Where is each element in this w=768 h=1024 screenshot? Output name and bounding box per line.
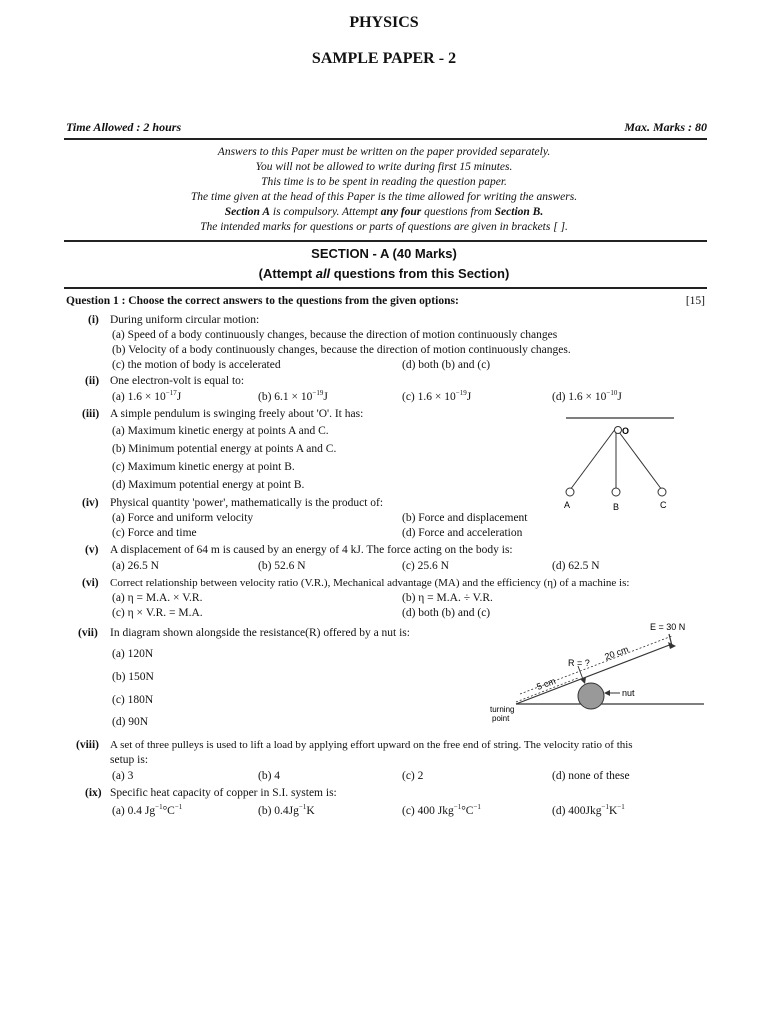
question-heading: Question 1 : Choose the correct answers to the questions from the given options: <box>66 295 459 307</box>
mid-rule <box>64 240 707 242</box>
option-d: (d) none of these <box>552 770 630 782</box>
label-a: A <box>564 500 571 510</box>
section-rule <box>64 287 707 289</box>
turning-point-label: point <box>492 714 510 723</box>
question-number: (ix) <box>85 787 102 799</box>
instruction-line: Section A is compulsory. Attempt any four questions from Section B. <box>224 206 544 218</box>
option-c: (c) 180N <box>112 694 154 706</box>
question-text-cont: setup is: <box>110 754 149 766</box>
instruction-line: You will not be allowed to write during first 15 minutes. <box>255 161 513 173</box>
option-c: (c) 400 $Jkg^{-1}^\circ C^{-1}$ <box>402 803 481 817</box>
option-b: (b) Minimum potential energy at points A and C. <box>112 443 337 455</box>
question-number: (viii) <box>76 739 99 751</box>
distance-20cm-label: 20 cm <box>603 644 630 662</box>
instruction-line: This time is to be spent in reading the question paper. <box>261 176 507 188</box>
section-title: SECTION - A (40 Marks) <box>311 246 457 261</box>
option-d: (d) 62.5 N <box>552 560 600 572</box>
option-c: (c) 2 <box>402 770 424 782</box>
paper-title: SAMPLE PAPER - 2 <box>311 50 457 67</box>
option-b: (b) Force and displacement <box>402 512 528 524</box>
label-o: O <box>622 426 630 436</box>
option-c: (c) η × V.R. = M.A. <box>112 607 203 619</box>
option-a: (a) η = M.A. × V.R. <box>112 592 203 604</box>
question-number: (v) <box>85 544 99 556</box>
option-b: (b) Velocity of a body continuously changes, because the direction of motion continuously changes. <box>112 344 571 356</box>
section-subtitle: (Attempt all questions from this Section) <box>258 266 510 281</box>
option-c: (c) the motion of body is accelerated <box>112 359 281 371</box>
top-rule <box>64 138 707 140</box>
resistance-arrowhead <box>580 677 586 684</box>
distance-5cm-label: 5 cm <box>535 675 558 692</box>
option-a: (a) 0.4 $Jg^{-1}^\circ C^{-1}$ <box>112 803 183 817</box>
nut-circle <box>578 683 604 709</box>
option-d: (d) Force and acceleration <box>402 527 523 539</box>
option-d: (d) $1.6 \times 10^{-10}J$ <box>552 389 622 403</box>
question-number: (vi) <box>82 577 99 589</box>
option-b: (b) 150N <box>112 671 154 683</box>
effort-label: E = 30 N <box>650 622 686 632</box>
option-a: (a) Maximum kinetic energy at points A and C. <box>112 425 329 437</box>
instruction-line: The intended marks for questions or parts of questions are given in brackets [ ]. <box>200 221 568 233</box>
option-b: (b) η = M.A. ÷ V.R. <box>402 592 493 604</box>
question-marks: [15] <box>685 295 705 307</box>
max-marks: Max. Marks : 80 <box>624 120 707 134</box>
option-d: (d) both (b) and (c) <box>402 359 491 371</box>
option-d: (d) both (b) and (c) <box>402 607 491 619</box>
label-c: C <box>660 500 667 510</box>
option-d: (d) Maximum potential energy at point B. <box>112 479 305 491</box>
resistance-label: R = ? <box>568 658 590 668</box>
question-number: (vii) <box>78 627 98 639</box>
option-d: (d) $400Jkg^{-1}K^{-1}$ <box>552 803 625 817</box>
option-a: (a) 3 <box>112 770 134 782</box>
option-c: (c) Maximum kinetic energy at point B. <box>112 461 295 473</box>
question-text: Correct relationship between velocity ratio (V.R.), Mechanical advantage (MA) and the efficiency (η) of a machine is: <box>110 577 630 589</box>
option-c: (c) $1.6 \times 10^{-19}J$ <box>402 389 472 403</box>
nutcracker-diagram <box>486 616 708 728</box>
label-b: B <box>613 502 620 512</box>
pivot-point <box>615 427 622 434</box>
option-a: (a) Force and uniform velocity <box>112 512 254 524</box>
question-number: (iv) <box>82 497 99 509</box>
question-text: Physical quantity 'power', mathematically is the product of: <box>110 497 384 509</box>
bob-c <box>658 488 666 496</box>
string-a <box>570 428 616 490</box>
bob-a <box>566 488 574 496</box>
turning-point-label: turning <box>490 705 515 714</box>
question-text: A set of three pulleys is used to lift a load by applying effort upward on the free end of string. The velocity ratio of this <box>110 739 633 751</box>
nut-pointer-head <box>604 690 610 696</box>
option-c: (c) Force and time <box>112 527 197 539</box>
effort-arrowhead <box>668 642 676 649</box>
subject-title: PHYSICS <box>349 14 419 31</box>
option-b: (b) $0.4Jg^{-1}K$ <box>258 803 315 817</box>
question-text: Specific heat capacity of copper in S.I. system is: <box>110 787 337 799</box>
question-text: During uniform circular motion: <box>110 314 260 326</box>
option-a: (a) Speed of a body continuously changes, because the direction of motion continuously changes <box>112 329 558 341</box>
option-a: (a) 26.5 N <box>112 560 159 572</box>
option-a: (a) $1.6 \times 10^{-17}J$ <box>112 389 182 403</box>
pendulum-diagram <box>560 412 680 512</box>
question-text: A displacement of 64 m is caused by an energy of 4 kJ. The force acting on the body is: <box>110 544 513 556</box>
option-b: (b) 52.6 N <box>258 560 306 572</box>
bob-b <box>612 488 620 496</box>
question-text: One electron-volt is equal to: <box>110 375 245 387</box>
instruction-line: Answers to this Paper must be written on the paper provided separately. <box>217 146 551 158</box>
string-c <box>616 428 662 490</box>
question-number: (iii) <box>82 408 100 420</box>
option-a: (a) 120N <box>112 648 154 660</box>
instruction-line: The time given at the head of this Paper is the time allowed for writing the answers. <box>190 191 578 203</box>
nut-label: nut <box>622 688 635 698</box>
option-c: (c) 25.6 N <box>402 560 449 572</box>
question-text: In diagram shown alongside the resistance(R) offered by a nut is: <box>110 627 410 639</box>
question-number: (ii) <box>85 375 100 387</box>
question-number: (i) <box>88 314 99 326</box>
option-b: (b) 4 <box>258 770 281 782</box>
option-b: (b) $6.1 \times 10^{-19}J$ <box>258 389 328 403</box>
question-text: A simple pendulum is swinging freely about 'O'. It has: <box>110 408 364 420</box>
option-d: (d) 90N <box>112 716 149 728</box>
time-allowed: Time Allowed : 2 hours <box>66 120 182 134</box>
